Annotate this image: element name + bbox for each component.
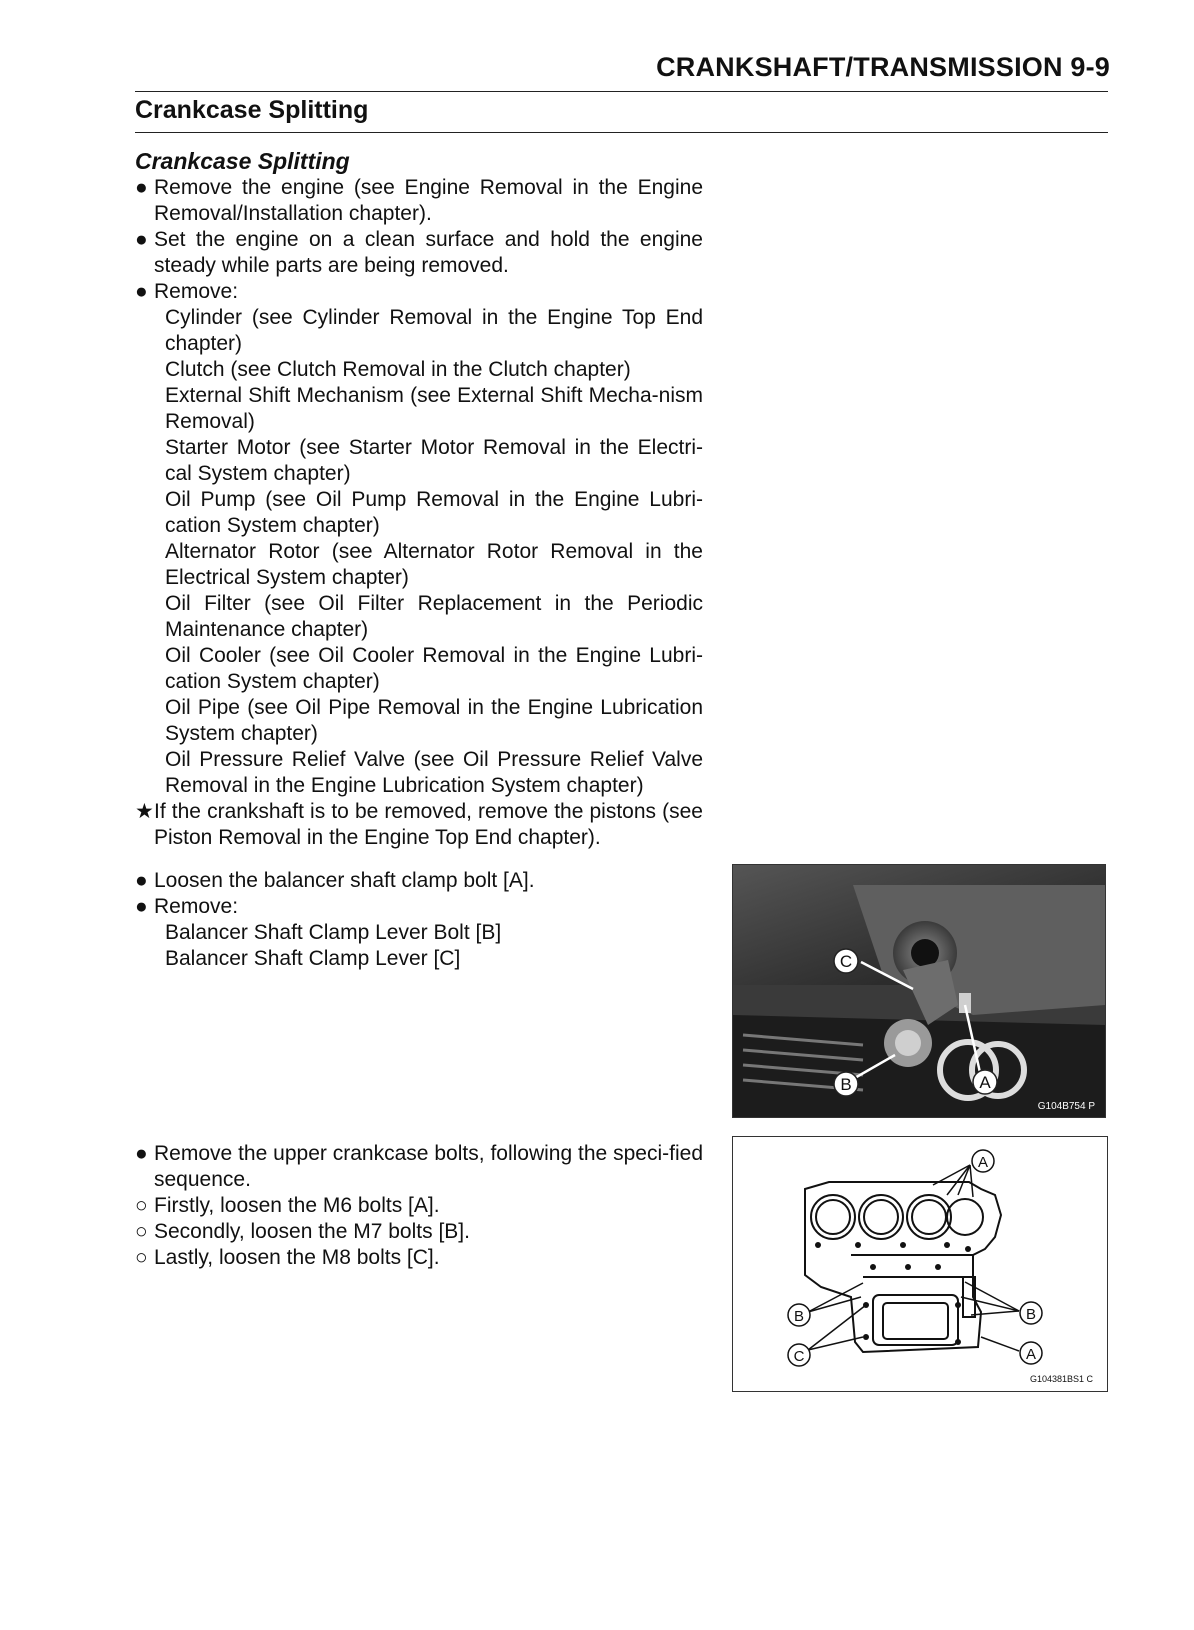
figure-label: A — [1025, 1346, 1037, 1363]
balancer-clamp-photo — [732, 864, 1106, 1118]
subsection-title: Crankcase Splitting — [135, 148, 350, 174]
remove-item: Oil Pipe (see Oil Pipe Removal in the Engine Lubrication System chapter) — [165, 696, 703, 745]
remove-item: Clutch (see Clutch Removal in the Clutch chapter) — [165, 358, 631, 381]
step-set-engine — [135, 227, 703, 279]
step-text: Loosen the balancer shaft clamp bolt [A]. — [154, 869, 535, 892]
remove-item: Balancer Shaft Clamp Lever [C] — [165, 947, 461, 970]
figure-label: B — [793, 1308, 805, 1325]
procedure-block-3 — [135, 1141, 703, 1271]
figure-code: G104381BS1 C — [1029, 1374, 1093, 1384]
step-text: Lastly, loosen the M8 bolts [C]. — [154, 1246, 440, 1269]
bullet-mark: ● — [135, 895, 148, 918]
remove-item: External Shift Mechanism (see External Shift Mecha-nism Removal) — [165, 384, 703, 433]
figure-label: A — [977, 1154, 989, 1171]
substep-m8 — [135, 1245, 703, 1271]
remove-item: Starter Motor (see Starter Motor Removal in the Electri-cal System chapter) — [165, 436, 703, 485]
procedure-block-2 — [135, 868, 703, 972]
step-text: Remove: — [154, 895, 239, 918]
figure-label: C — [839, 952, 853, 971]
remove-item: Oil Cooler (see Oil Cooler Removal in the Engine Lubri-cation System chapter) — [165, 644, 703, 693]
step-text: Firstly, loosen the M6 bolts [A]. — [154, 1194, 440, 1217]
step-remove — [135, 279, 703, 305]
step-text: Secondly, loosen the M7 bolts [B]. — [154, 1220, 470, 1243]
star-note-text: If the crankshaft is to be removed, remove the pistons (see Piston Removal in the Engine Top End chapter). — [154, 800, 703, 849]
section-title: Crankcase Splitting — [135, 96, 369, 124]
circle-mark: ○ — [135, 1194, 148, 1217]
remove-item: Oil Pressure Relief Valve (see Oil Pressure Relief Valve Removal in the Engine Lubrication System chapter) — [165, 748, 703, 797]
circle-mark: ○ — [135, 1220, 148, 1243]
step-text: Remove the upper crankcase bolts, following the speci-fied sequence. — [154, 1142, 703, 1191]
step-loosen-clamp-bolt — [135, 868, 703, 894]
step-text: Remove: — [154, 280, 239, 303]
figure-label: B — [840, 1075, 852, 1094]
step-text: Set the engine on a clean surface and hold the engine steady while parts are being removed. — [154, 228, 703, 277]
figure-code: G104B754 P — [1037, 1101, 1095, 1112]
figure-label: B — [1025, 1306, 1037, 1323]
remove-item: Alternator Rotor (see Alternator Rotor Removal in the Electrical System chapter) — [165, 540, 703, 589]
bullet-mark: ● — [135, 1142, 148, 1165]
figure-label: C — [793, 1348, 805, 1365]
remove-item: Oil Pump (see Oil Pump Removal in the Engine Lubri-cation System chapter) — [165, 488, 703, 537]
crankcase-bolt-diagram — [732, 1136, 1108, 1392]
figure-label: A — [979, 1073, 991, 1092]
circle-mark: ○ — [135, 1246, 148, 1269]
remove-item: Balancer Shaft Clamp Lever Bolt [B] — [165, 921, 502, 944]
step-remove — [135, 894, 703, 920]
step-remove-upper-bolts — [135, 1141, 703, 1193]
substep-m6 — [135, 1193, 703, 1219]
step-remove-engine — [135, 175, 703, 227]
bullet-mark: ● — [135, 228, 148, 251]
remove-item: Cylinder (see Cylinder Removal in the Engine Top End chapter) — [165, 306, 703, 355]
balancer-clamp-photo-graphic — [733, 865, 1105, 1117]
page-header: CRANKSHAFT/TRANSMISSION 9-9 — [656, 52, 1110, 82]
bullet-mark: ● — [135, 869, 148, 892]
substep-m7 — [135, 1219, 703, 1245]
star-note — [135, 799, 703, 851]
bullet-mark: ● — [135, 176, 148, 199]
bullet-mark: ● — [135, 280, 148, 303]
section-rule — [135, 132, 1108, 133]
header-rule — [135, 91, 1108, 92]
step-text: Remove the engine (see Engine Removal in the Engine Removal/Installation chapter). — [154, 176, 703, 225]
crankcase-bolt-diagram-graphic — [733, 1137, 1107, 1391]
remove-item: Oil Filter (see Oil Filter Replacement in the Periodic Maintenance chapter) — [165, 592, 703, 641]
star-mark: ★ — [135, 800, 154, 823]
procedure-block-1 — [135, 147, 703, 851]
